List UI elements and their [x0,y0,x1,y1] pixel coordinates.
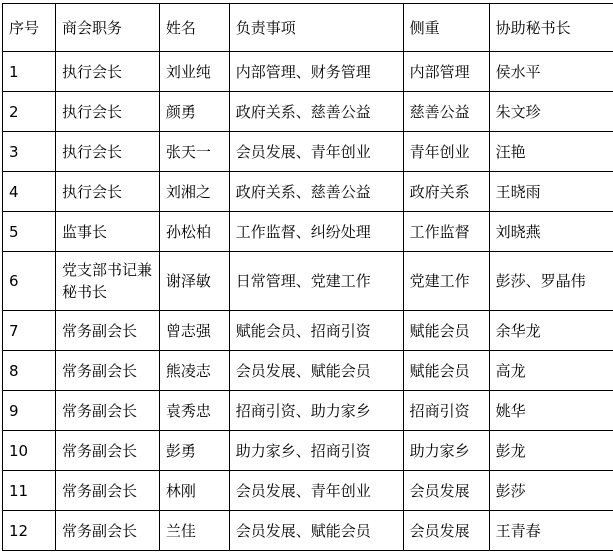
cell-position: 党支部书记兼秘书长 [55,252,159,311]
cell-focus: 工作监督 [403,212,489,252]
cell-name: 熊凌志 [159,351,229,391]
cell-responsibilities: 政府关系、慈善公益 [229,172,403,212]
cell-position: 常务副会长 [55,311,159,351]
cell-assistant: 彭龙 [489,431,613,471]
cell-position: 执行会长 [55,92,159,132]
cell-assistant: 高龙 [489,351,613,391]
cell-index: 9 [3,391,56,431]
table-row [3,52,613,92]
cell-index: 2 [3,92,56,132]
table-row [3,431,613,471]
cell-focus: 内部管理 [403,52,489,92]
cell-assistant: 彭莎、罗晶伟 [489,252,613,311]
cell-responsibilities: 工作监督、纠纷处理 [229,212,403,252]
cell-focus: 会员发展 [403,471,489,511]
cell-assistant: 姚华 [489,391,613,431]
header-assistant: 协助秘书长 [489,4,613,52]
cell-assistant: 汪艳 [489,132,613,172]
cell-assistant: 彭莎 [489,471,613,511]
cell-assistant: 朱文珍 [489,92,613,132]
cell-name: 孙松柏 [159,212,229,252]
cell-focus: 会员发展 [403,511,489,551]
cell-responsibilities: 政府关系、慈善公益 [229,92,403,132]
header-position: 商会职务 [55,4,159,52]
table-row [3,172,613,212]
cell-assistant: 余华龙 [489,311,613,351]
header-row [3,4,613,52]
table-row [3,92,613,132]
cell-index: 12 [3,511,56,551]
cell-focus: 政府关系 [403,172,489,212]
cell-position: 常务副会长 [55,511,159,551]
cell-position: 监事长 [55,212,159,252]
cell-focus: 党建工作 [403,252,489,311]
cell-name: 颜勇 [159,92,229,132]
cell-position: 常务副会长 [55,351,159,391]
cell-focus: 慈善公益 [403,92,489,132]
cell-assistant: 侯水平 [489,52,613,92]
cell-responsibilities: 日常管理、党建工作 [229,252,403,311]
cell-focus: 助力家乡 [403,431,489,471]
cell-position: 常务副会长 [55,431,159,471]
cell-responsibilities: 会员发展、赋能会员 [229,351,403,391]
cell-index: 5 [3,212,56,252]
cell-name: 林刚 [159,471,229,511]
header-responsibilities: 负责事项 [229,4,403,52]
table-row [3,471,613,511]
cell-position: 常务副会长 [55,471,159,511]
cell-position: 执行会长 [55,52,159,92]
cell-responsibilities: 招商引资、助力家乡 [229,391,403,431]
cell-name: 刘业纯 [159,52,229,92]
cell-index: 6 [3,252,56,311]
table-row [3,311,613,351]
cell-responsibilities: 内部管理、财务管理 [229,52,403,92]
table-row [3,132,613,172]
leadership-table [2,3,613,551]
cell-focus: 青年创业 [403,132,489,172]
header-index: 序号 [3,4,56,52]
cell-position: 执行会长 [55,132,159,172]
cell-assistant: 王青春 [489,511,613,551]
cell-name: 刘湘之 [159,172,229,212]
cell-responsibilities: 会员发展、赋能会员 [229,511,403,551]
cell-name: 袁秀忠 [159,391,229,431]
header-focus: 侧重 [403,4,489,52]
cell-focus: 招商引资 [403,391,489,431]
cell-name: 张天一 [159,132,229,172]
table-row [3,511,613,551]
cell-name: 兰佳 [159,511,229,551]
cell-index: 10 [3,431,56,471]
cell-index: 3 [3,132,56,172]
cell-name: 彭勇 [159,431,229,471]
cell-index: 1 [3,52,56,92]
cell-index: 7 [3,311,56,351]
cell-focus: 赋能会员 [403,351,489,391]
header-name: 姓名 [159,4,229,52]
table-row [3,351,613,391]
table-row [3,212,613,252]
cell-focus: 赋能会员 [403,311,489,351]
table-row [3,252,613,311]
cell-responsibilities: 赋能会员、招商引资 [229,311,403,351]
cell-responsibilities: 助力家乡、招商引资 [229,431,403,471]
cell-assistant: 王晓雨 [489,172,613,212]
cell-responsibilities: 会员发展、青年创业 [229,132,403,172]
cell-index: 11 [3,471,56,511]
cell-position: 执行会长 [55,172,159,212]
cell-position: 常务副会长 [55,391,159,431]
table-body [3,4,613,551]
cell-name: 曾志强 [159,311,229,351]
cell-index: 8 [3,351,56,391]
cell-responsibilities: 会员发展、青年创业 [229,471,403,511]
cell-name: 谢泽敏 [159,252,229,311]
cell-assistant: 刘晓燕 [489,212,613,252]
table-row [3,391,613,431]
cell-index: 4 [3,172,56,212]
